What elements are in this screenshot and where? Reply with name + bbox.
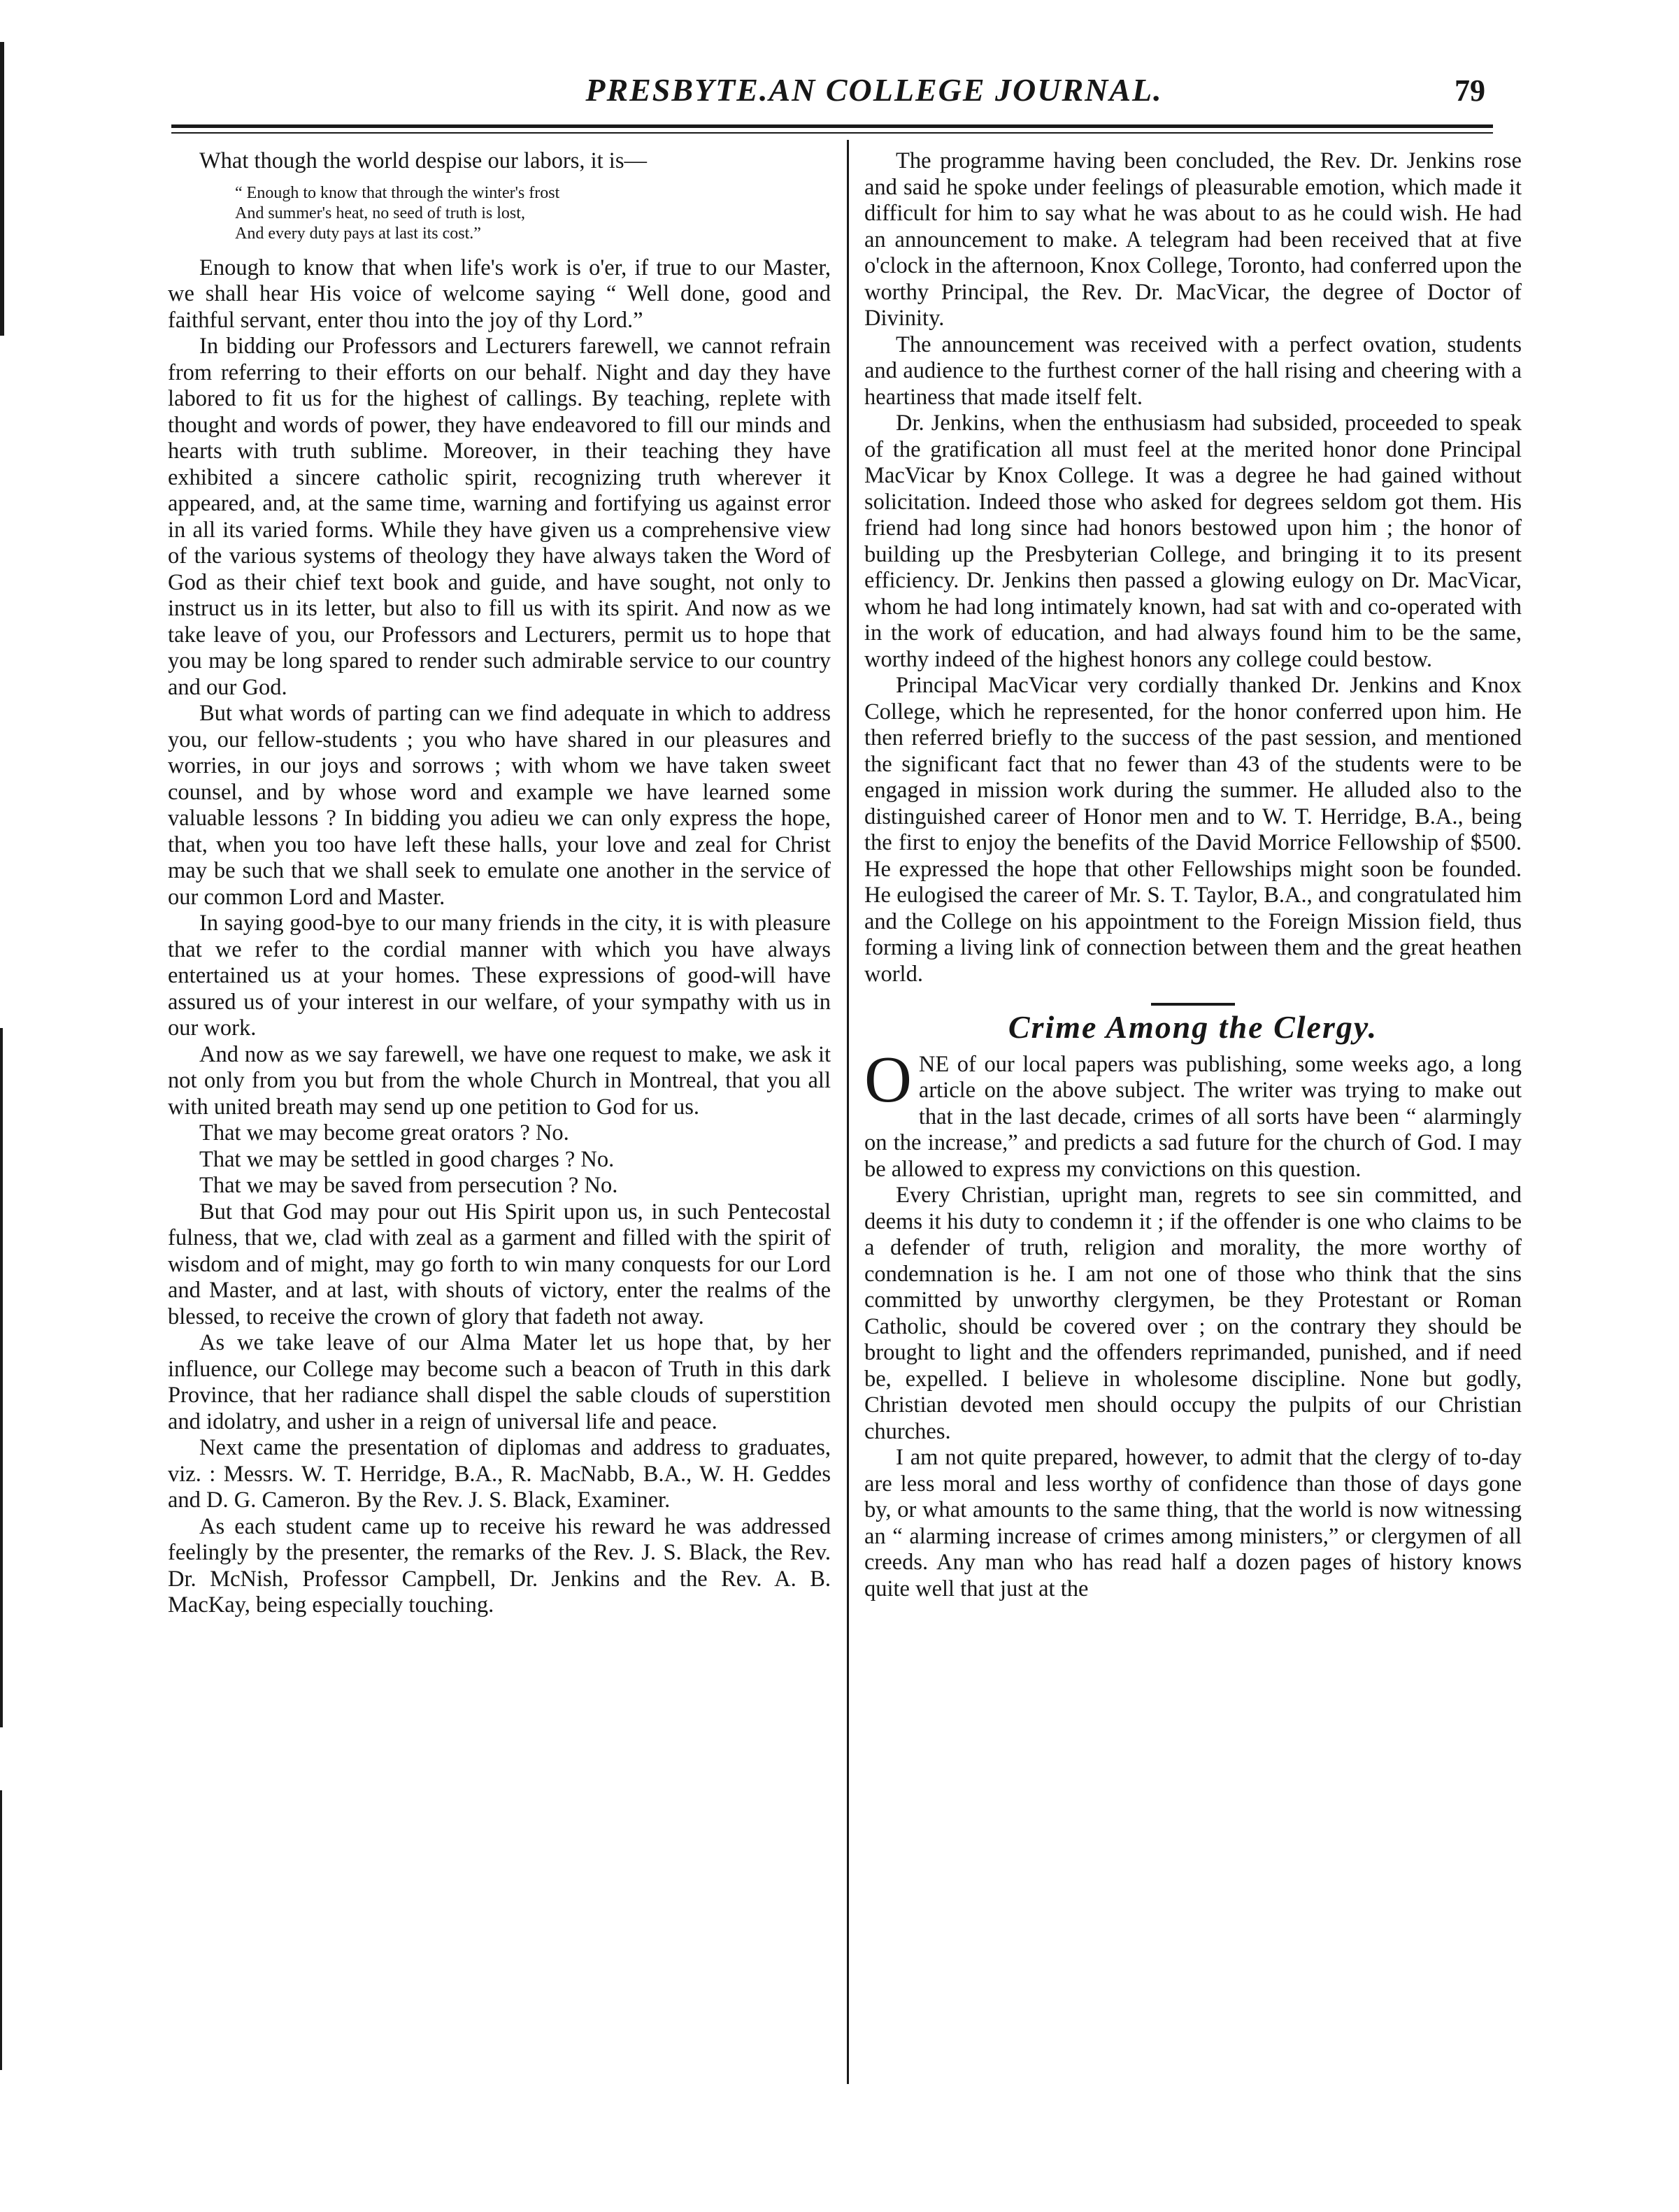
paragraph: Enough to know that when life's work is o'er, if true to our Master, we shall hear His voice of welcome saying “ Well done, good and faithful servant, enter thou into the joy of thy Lord.” [168, 255, 831, 333]
paragraph: The announcement was received with a perfect ovation, students and audience to the furthest corner of the hall rising and cheering with a heartiness that made itself felt. [864, 331, 1522, 410]
paragraph: But what words of parting can we find adequate in which to address you, our fellow-students ; you who have shared in our pleasures and worries, in our joys and sorrows ; with whom we have taken sweet counsel, and by whose word and example we have learned some valuable lessons ? In bidding you adieu we can only express the hope, that, when you too have left these halls, your love and zeal for Christ may be such that we shall seek to emulate one another in the service of our common Lord and Master. [168, 701, 831, 910]
header-rule-thick [171, 124, 1493, 128]
paragraph: Every Christian, upright man, regrets to see sin committed, and deems it his duty to condemn it ; if the offender is one who claims to be a defender of truth, religion and morality, the more worthy of condemnation is he. I am not one of those who think that the sins committed by unworthy clergymen, be they Protestant or Roman Catholic, should be covered over ; on the contrary they should be brought to light and the offenders reprimanded, punished, and if need be, expelled. I believe in wholesome discipline. None but godly, Christian devoted men should occupy the pulpits of our Christian churches. [864, 1183, 1522, 1444]
paragraph: I am not quite prepared, however, to admit that the clergy of to-day are less moral and less worthy of confidence than those of days gone by, or what amounts to the same thing, that the world is now witnessing an “ alarming increase of crimes among ministers,” or clergymen of all creeds. Any man who has read half a dozen pages of history knows quite well that just at the [864, 1445, 1522, 1601]
paragraph: Next came the presentation of diplomas and address to graduates, viz. : Messrs. W. T. Herridge, B.A., R. MacNabb, B.A., W. H. Geddes and D. G. Cameron. By the Rev. J. S. Black, Examiner. [168, 1435, 831, 1513]
column-divider [847, 140, 849, 2084]
header-rule-thin [171, 132, 1493, 134]
poem-line: “ Enough to know that through the winter's frost [235, 183, 560, 202]
paragraph: The programme having been concluded, the Rev. Dr. Jenkins rose and said he spoke under feelings of pleasurable emotion, which made it difficult for him to say what he was about to as he could wish. He had an announcement to make. A telegram had been received that at five o'clock in the afternoon, Knox College, Toronto, had conferred upon the worthy Principal, the Rev. Dr. MacVicar, the degree of Doctor of Divinity. [864, 148, 1522, 331]
paragraph: That we may become great orators ? No. [199, 1120, 569, 1146]
poem-line: And every duty pays at last its cost.” [235, 224, 481, 243]
paragraph: What though the world despise our labors, it is— [199, 148, 647, 173]
poem-line: And summer's heat, no seed of truth is lost, [235, 204, 525, 222]
section-rule [1151, 1003, 1235, 1006]
paragraph: Dr. Jenkins, when the enthusiasm had subsided, proceeded to speak of the gratification all must feel at the merited honor done Principal MacVicar by Knox College. It was a degree he had gained without solicitation. Indeed those who asked for degrees seldom got them. His friend had long since had honors bestowed upon him ; the honor of building up the Presbyterian College, and bringing it to its present efficiency. Dr. Jenkins then passed a glowing eulogy on Dr. MacVicar, whom he had long intimately known, had sat with and co-operated with in the work of education, and had always found him to be the same, worthy indeed of the highest honors any college could bestow. [864, 411, 1522, 672]
paragraph: In bidding our Professors and Lecturers farewell, we cannot refrain from referring to their efforts on our behalf. Night and day they have labored to fit us for the highest of callings. By teaching, replete with thought and words of power, they have endeavored to fill our minds and hearts with truth sublime. Moreover, in their teaching they have exhibited a sincere catholic spirit, recognizing truth wherever it appeared, and, at the same time, warning and fortifying us against error in all its varied forms. While they have given us a comprehensive view of the various systems of theology they have always taken the Word of God as their chief text book and guide, and have sought, not only to instruct us in its letter, but also to fill us with its spirit. And now as we take leave of you, our Professors and Lecturers, permit us to hope that you may be long spared to render such admirable service to our country and our God. [168, 334, 831, 700]
running-head [0, 71, 1679, 120]
scan-edge-mark [0, 1790, 2, 2070]
poem-quote [235, 183, 831, 244]
paragraph: As each student came up to receive his reward he was addressed feelingly by the presenter, the remarks of the Rev. J. S. Black, the Rev. Dr. McNish, Professor Campbell, Dr. Jenkins and the Rev. A. B. MacKay, being especially touching. [168, 1513, 831, 1618]
paragraph: As we take leave of our Alma Mater let us hope that, by her influence, our College may become such a beacon of Truth in this dark Province, that her radiance shall dispel the sable clouds of superstition and idolatry, and usher in a reign of universal life and peace. [168, 1330, 831, 1434]
paragraph: But that God may pour out His Spirit upon us, in such Pentecostal fulness, that we, clad with zeal as a garment and filled with the spirit of wisdom and of might, may go forth to win many conquests for our Lord and Master, and at last, with shouts of victory, enter the realms of the blessed, to receive the crown of glory that fadeth not away. [168, 1199, 831, 1329]
journal-title: PRESBYTE.AN COLLEGE JOURNAL. [585, 72, 1163, 108]
paragraph: That we may be settled in good charges ? No. [199, 1146, 615, 1172]
left-column [168, 148, 831, 1619]
page-number: 79 [1455, 73, 1485, 108]
scan-edge-mark [0, 1028, 3, 1727]
paragraph: And now as we say farewell, we have one request to make, we ask it not only from you but from the whole Church in Montreal, that you all with united breath may send up one petition to God for us. [168, 1041, 831, 1120]
section-title: Crime Among the Clergy. [1008, 1009, 1378, 1045]
paragraph-text: NE of our local papers was publishing, some weeks ago, a long article on the above subject. The writer was trying to make out that in the last decade, crimes of all sorts have been “ alarmingly on the increase,” and predicts a sad future for the church of God. I may be allowed to express my convictions on this question. [864, 1051, 1522, 1182]
right-column [864, 148, 1522, 1602]
paragraph: Principal MacVicar very cordially thanked Dr. Jenkins and Knox College, which he represented, for the honor conferred upon him. He then referred briefly to the success of the past session, and mentioned the significant fact that no fewer than 43 of the students were to be engaged in mission work during the summer. He alluded also to the distinguished career of Honor men and to W. T. Herridge, B.A., being the first to enjoy the benefits of the David Morrice Fellowship of $500. He expressed the hope that other Fellowships might soon be founded. He eulogised the career of Mr. S. T. Taylor, B.A., and congratulated him and the College on his appointment to the Foreign Mission field, thus forming a living link of connection between them and the great heathen world. [864, 673, 1522, 987]
paragraph: That we may be saved from persecution ? No. [199, 1173, 618, 1198]
paragraph: In saying good-bye to our many friends in the city, it is with pleasure that we refer to the cordial manner with which you have always entertained us at your homes. These expressions of good-will have assured us of your interest in our welfare, of your sympathy with us in our work. [168, 911, 831, 1041]
dropcap-paragraph [864, 1043, 1522, 1183]
drop-cap: O [864, 1043, 912, 1116]
